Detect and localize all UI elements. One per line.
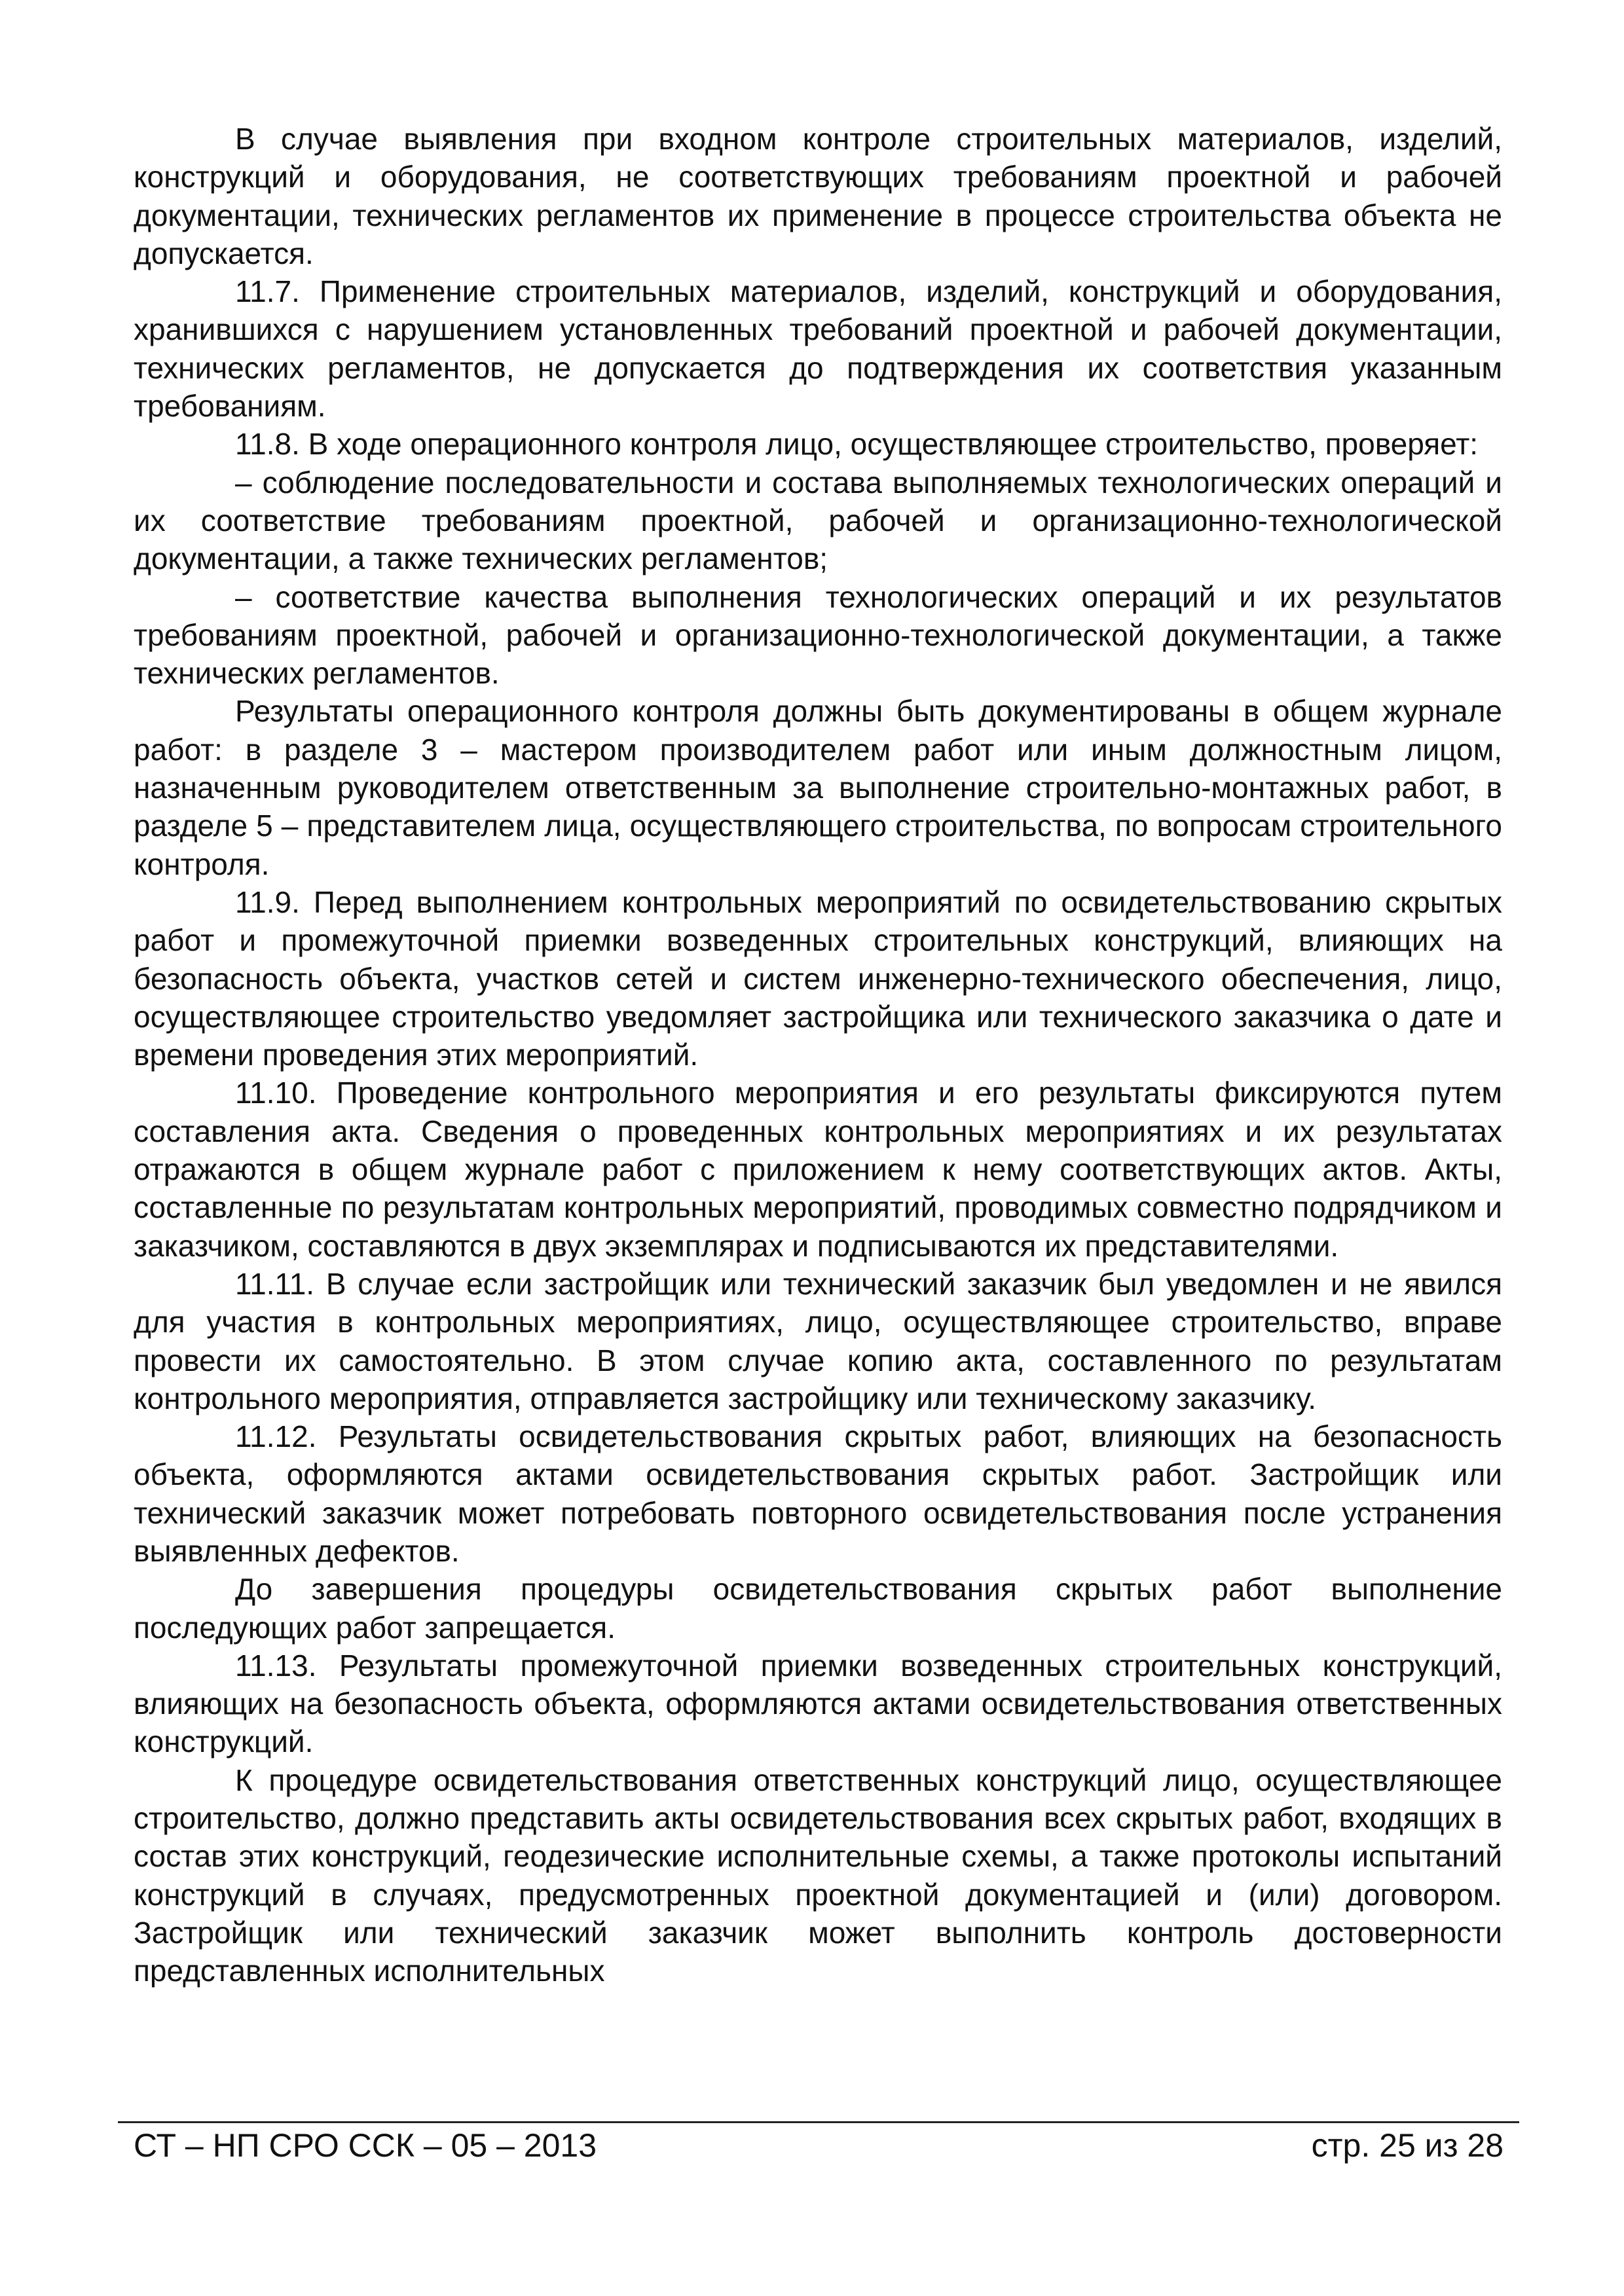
document-code: СТ – НП СРО ССК – 05 – 2013 (134, 2127, 597, 2164)
paragraph-11-9: 11.9. Перед выполнением контрольных мероприятий по освидетельствованию скрытых работ и промежуточной приемки возведенных строительных конструкций, влияющих на безопасность объекта, участков сетей и систем инженерно-технического обеспечения, лицо, осуществляющее строительство уведомляет застройщика или технического заказчика о дате и времени проведения этих мероприятий. (134, 884, 1502, 1072)
paragraph-procedure: К процедуре освидетельствования ответственных конструкций лицо, осуществляющее строительство, должно представить акты освидетельствования всех скрытых работ, входящих в состав этих конструкций, геодезические исполнительные схемы, а также протоколы испытаний конструкций в случаях, предусмотренных проектной документацией и (или) договором. Застройщик или технический заказчик может выполнить контроль достоверности представленных исполнительных (134, 1762, 1502, 1988)
paragraph-1: В случае выявления при входном контроле строительных материалов, изделий, конструкций и оборудования, не соответствующих требованиям проектной и рабочей документации, технических регламентов их применение в процессе строительства объекта не допускается. (134, 122, 1502, 270)
paragraph-11-13: 11.13. Результаты промежуточной приемки возведенных строительных конструкций, влияющих на безопасность объекта, оформляются актами освидетельствования ответственных конструкций. (134, 1648, 1502, 1759)
list-item-1: – соблюдение последовательности и состава выполняемых технологических операций и их соответствие требованиям проектной, рабочей и организационно-технологической документации, а также технических регламентов; (134, 465, 1502, 576)
paragraph-11-7: 11.7. Применение строительных материалов, изделий, конструкций и оборудования, хранившихся с нарушением установленных требований проектной и рабочей документации, технических регламентов, не допускается до подтверждения их соответствия указанным требованиям. (134, 274, 1502, 424)
body-text (134, 120, 1502, 1990)
page-number: стр. 25 из 28 (1311, 2127, 1504, 2164)
paragraph-11-10: 11.10. Проведение контрольного мероприятия и его результаты фиксируются путем составления акта. Сведения о проведенных контрольных мероприятиях и их результатах отражаются в общем журнале работ с приложением к нему соответствующих актов. Акты, составленные по результатам контрольных мероприятий, проводимых совместно подрядчиком и заказчиком, составляются в двух экземплярах и подписываются их представителями. (134, 1076, 1502, 1263)
footer-divider (118, 2121, 1519, 2123)
paragraph-11-12: 11.12. Результаты освидетельствования скрытых работ, влияющих на безопасность объекта, оформляются актами освидетельствования скрытых работ. Застройщик или технический заказчик может потребовать повторного освидетельствования после устранения выявленных дефектов. (134, 1419, 1502, 1568)
paragraph-11-11: 11.11. В случае если застройщик или технический заказчик был уведомлен и не явился для участия в контрольных мероприятиях, лицо, осуществляющее строительство, вправе провести их самостоятельно. В этом случае копию акта, составленного по результатам контрольного мероприятия, отправляется застройщику или техническому заказчику. (134, 1266, 1502, 1415)
list-item-2: – соответствие качества выполнения технологических операций и их результатов требованиям проектной, рабочей и организационно-технологической документации, а также технических регламентов. (134, 579, 1502, 691)
paragraph-11-8: 11.8. В ходе операционного контроля лицо, осуществляющее строительство, проверяет: (235, 427, 1479, 462)
paragraph-hidden-works: До завершения процедуры освидетельствования скрытых работ выполнение последующих работ запрещается. (134, 1572, 1502, 1645)
paragraph-operational-results: Результаты операционного контроля должны быть документированы в общем журнале работ: в разделе 3 – мастером производителем работ или иным должностным лицом, назначенным руководителем ответственным за выполнение строительно-монтажных работ, в разделе 5 – представителем лица, осуществляющего строительства, по вопросам строительного контроля. (134, 694, 1502, 881)
